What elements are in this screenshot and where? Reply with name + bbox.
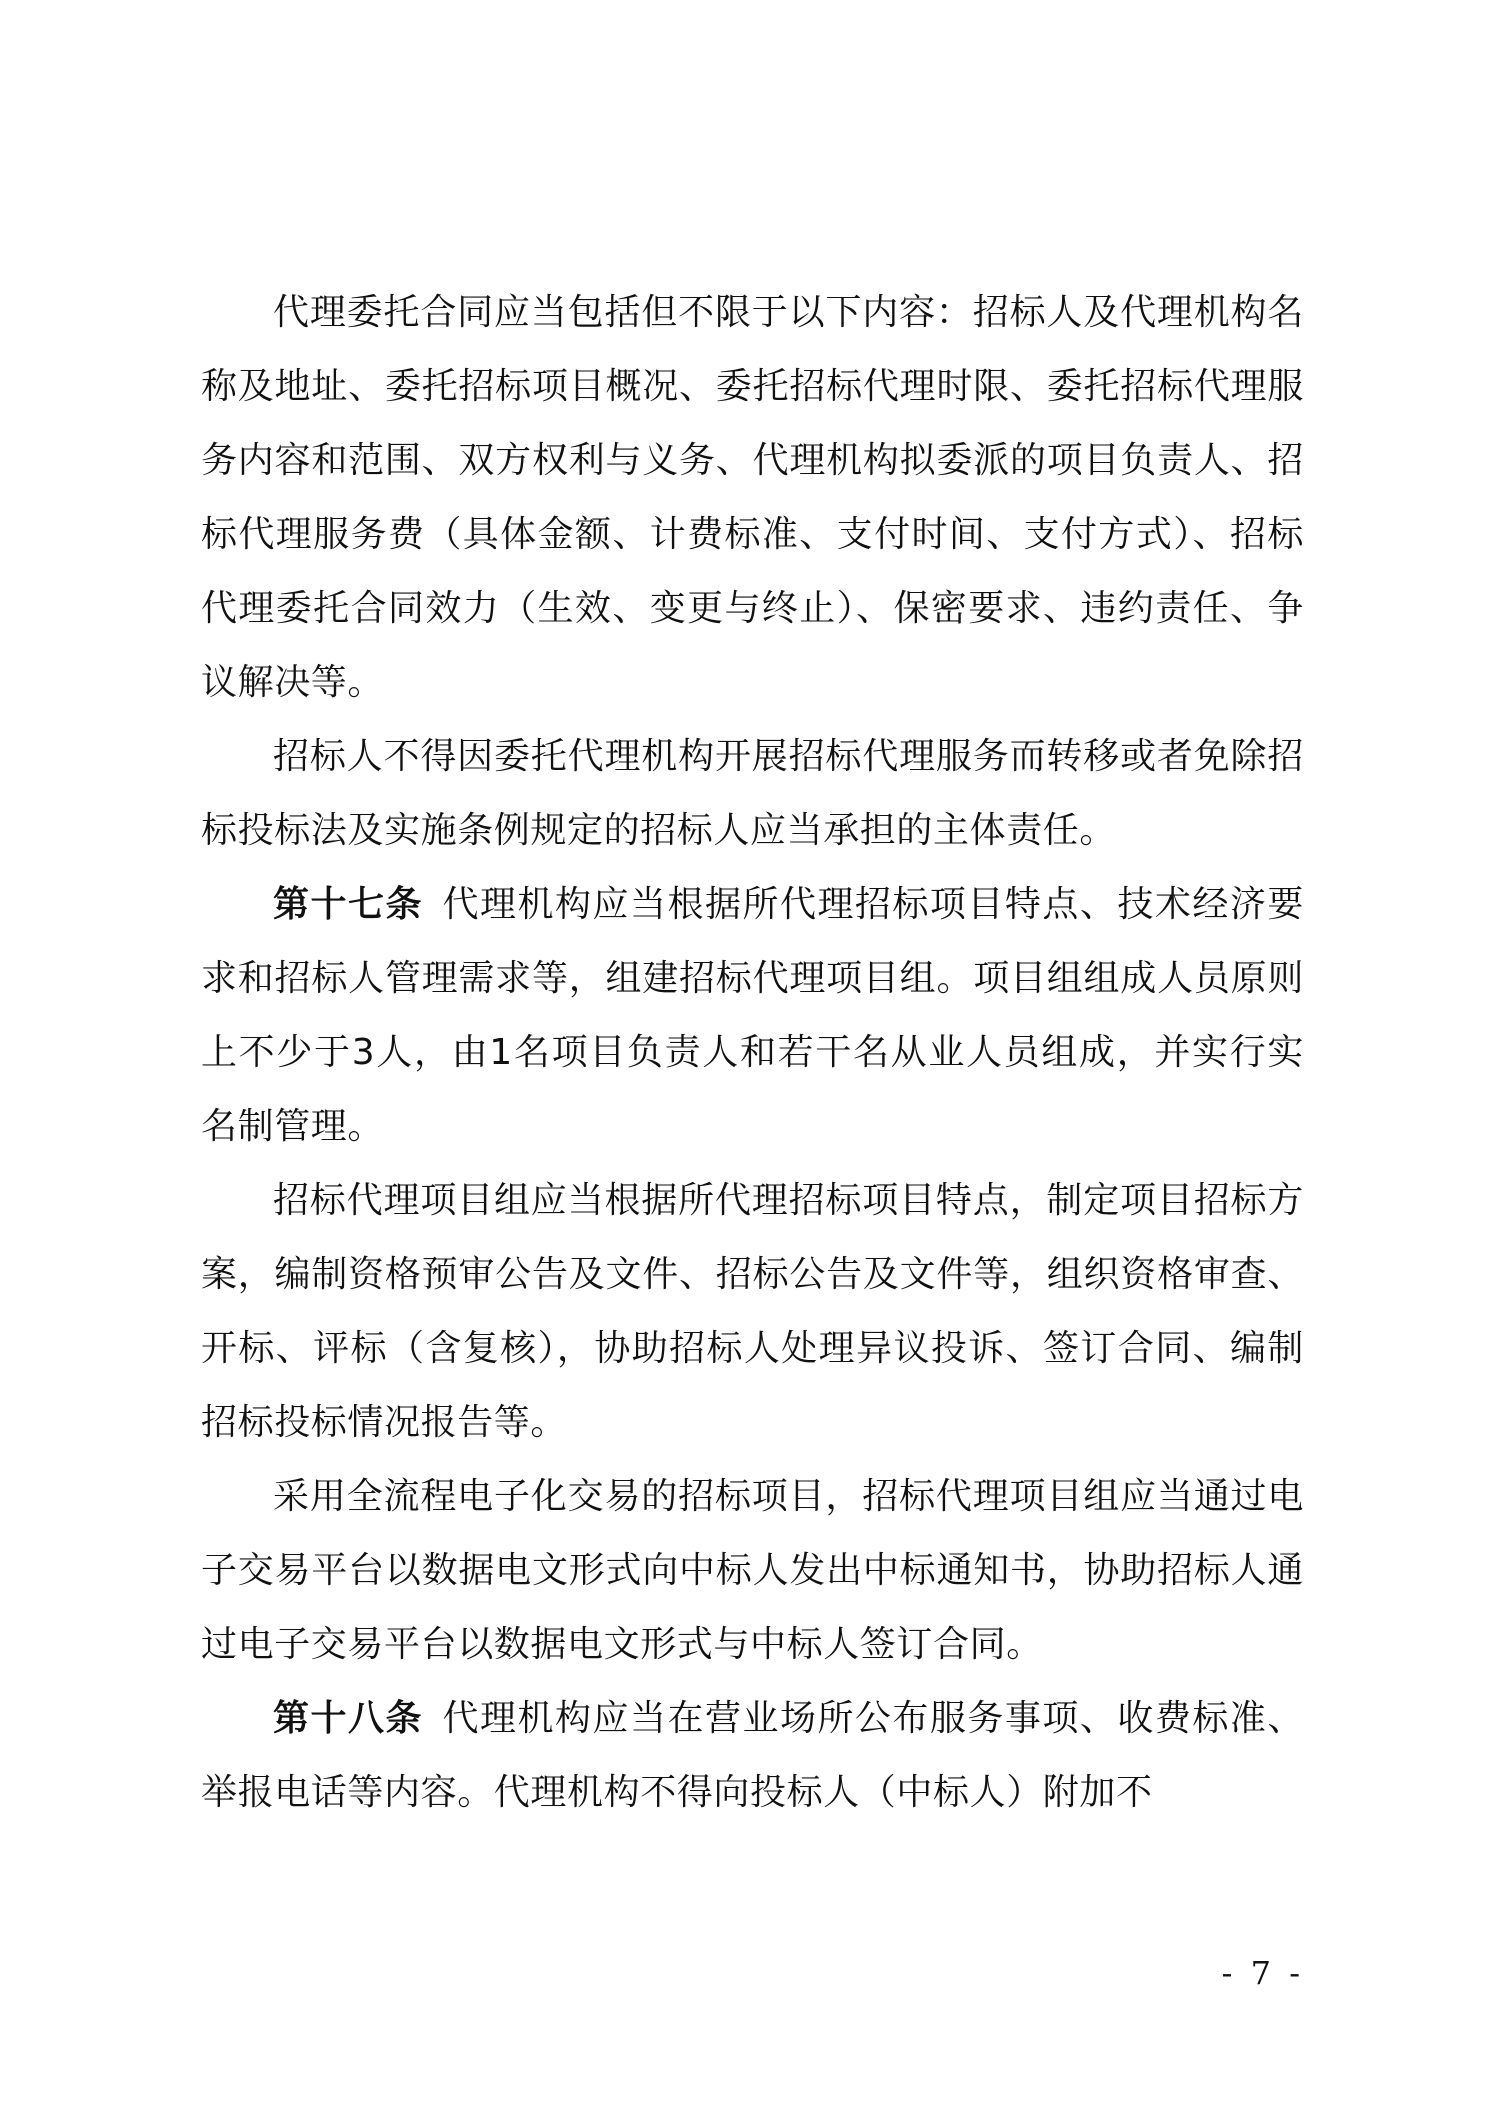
article-17-text: 代理机构应当根据所代理招标项目特点、技术经济要求和招标人管理需求等，组建招标代理项目组。项目组组成人员原则上不少于3人，由1名项目负责人和若干名从业人员组成，并实行实名制管理。 [201,884,1304,1147]
page-number: - 7 - [1221,1954,1304,1992]
paragraph-2-text: 招标人不得因委托代理机构开展招标代理服务而转移或者免除招标投标法及实施条例规定的招标人应当承担的主体责任。 [201,736,1304,851]
article-17-heading: 第十七条 [273,884,423,925]
paragraph-1 [201,276,1304,720]
document-body [201,276,1304,1830]
paragraph-5 [201,1460,1304,1682]
article-18-text: 代理机构应当在营业场所公布服务事项、收费标准、举报电话等内容。代理机构不得向投标人（中标人）附加不 [201,1698,1304,1813]
paragraph-5-text: 采用全流程电子化交易的招标项目，招标代理项目组应当通过电子交易平台以数据电文形式向中标人发出中标通知书，协助招标人通过电子交易平台以数据电文形式与中标人签订合同。 [201,1476,1304,1665]
article-18-heading: 第十八条 [273,1698,423,1739]
paragraph-1-text: 代理委托合同应当包括但不限于以下内容：招标人及代理机构名称及地址、委托招标项目概况、委托招标代理时限、委托招标代理服务内容和范围、双方权利与义务、代理机构拟委派的项目负责人、招标代理服务费（具体金额、计费标准、支付时间、支付方式）、招标代理委托合同效力（生效、变更与终止）、保密要求、违约责任、争议解决等。 [201,292,1304,703]
paragraph-2 [201,720,1304,868]
article-17-paragraph [201,868,1304,1164]
paragraph-4 [201,1164,1304,1460]
article-18-paragraph [201,1682,1304,1830]
paragraph-4-text: 招标代理项目组应当根据所代理招标项目特点，制定项目招标方案，编制资格预审公告及文件、招标公告及文件等，组织资格审查、开标、评标（含复核），协助招标人处理异议投诉、签订合同、编制招标投标情况报告等。 [201,1180,1304,1443]
